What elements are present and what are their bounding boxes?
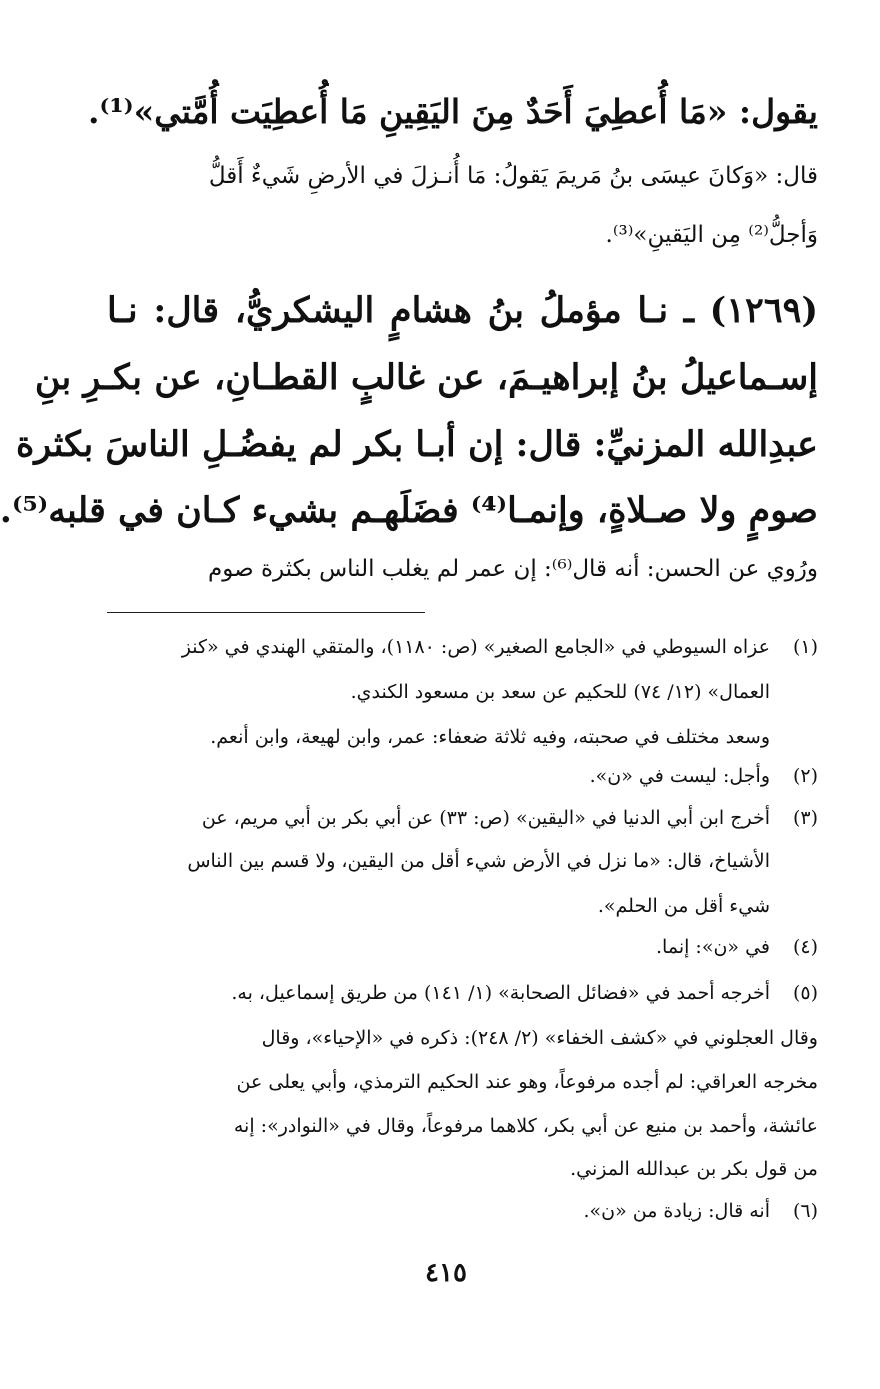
footnote-text: أخرج ابن أبي الدنيا في «اليقين» (ص: ٣٣) عن أبي بكر بن أبي مريم، عن (201, 807, 770, 829)
footnote-number: (٣) (792, 807, 818, 829)
footnote-3 (107, 807, 818, 829)
hadith-line: إسـماعيلُ بنُ إبراهيـمَ، عن غالبٍ القطـانِ، عن بكـرِ بنِ (34, 357, 818, 398)
footnote-text: أخرجه أحمد في «فضائل الصحابة» (١/ ١٤١) من طريق إسماعيل، به. (231, 982, 770, 1004)
footnote-text: وأجل: ليست في «ن». (589, 765, 770, 787)
footnote-text: وسعد مختلف في صحبته، وفيه ثلاثة ضعفاء: عمر، وابن لهيعة، وابن أنعم. (210, 726, 770, 748)
text-line: وَأجلُّ⁽²⁾ مِن اليَقينِ»⁽³⁾. (605, 222, 818, 248)
footnote-separator (107, 612, 425, 613)
page-number: ٤١٥ (425, 1258, 467, 1288)
footnote-text: الأشياخ، قال: «ما نزل في الأرض شيء أقل من اليقين، ولا قسم بين الناس (187, 850, 770, 872)
hadith-line: عبدِالله المزنيِّ: قال: إن أبـا بكر لم يفضُـلِ الناسَ بكثرة (15, 424, 818, 465)
footnote-number: (٤) (792, 936, 818, 958)
footnote-4 (107, 936, 818, 958)
footnote-text: من قول بكر بن عبدالله المزني. (570, 1158, 818, 1180)
footnote-text: عائشة، وأحمد بن منيع عن أبي بكر، كلاهما مرفوعاً، وقال في «النوادر»: إنه (233, 1115, 818, 1137)
text-line: يقول: «مَا أُعطِيَ أَحَدٌ مِنَ اليَقِينِ مَا أُعطِيَت أُمَّتي»⁽¹⁾. (87, 92, 818, 131)
footnote-1 (107, 636, 818, 658)
footnote-text: العمال» (١٢/ ٧٤) للحكيم عن سعد بن مسعود الكندي. (350, 681, 770, 703)
footnote-number: (٥) (792, 982, 818, 1004)
footnote-text: في «ن»: إنما. (656, 936, 770, 958)
footnote-2 (107, 765, 818, 787)
footnote-text: مخرجه العراقي: لم أجده مرفوعاً، وهو عند الحكيم الترمذي، وأبي يعلى عن (236, 1071, 818, 1093)
footnote-text: عزاه السيوطي في «الجامع الصغير» (ص: ١١٨٠)، والمتقي الهندي في «كنز (181, 636, 770, 658)
hadith-line: صومٍ ولا صـلاةٍ، وإنمـا⁽⁴⁾ فضَلَهـم بشيء كـان في قلبه⁽⁵⁾. (0, 490, 818, 531)
text-line: ورُوي عن الحسن: أنه قال⁽⁶⁾: إن عمر لم يغلب الناس بكثرة صوم (208, 556, 818, 582)
footnote-number: (٢) (792, 765, 818, 787)
hadith-line: (١٢٦٩) ـ نـا مؤملُ بنُ هشامٍ اليشكريُّ، قال: نـا (107, 290, 818, 331)
footnote-text: شيء أقل من الحلم». (597, 895, 770, 917)
footnote-number: (٦) (792, 1200, 818, 1222)
text-line: قال: «وَكانَ عيسَى بنُ مَريمَ يَقولُ: مَا أُنـزلَ في الأرضِ شَيءٌ أَقلُّ (208, 163, 818, 189)
footnote-text: أنه قال: زيادة من «ن». (583, 1200, 770, 1222)
footnote-text: وقال العجلوني في «كشف الخفاء» (٢/ ٢٤٨): ذكره في «الإحياء»، وقال (261, 1027, 818, 1049)
footnote-number: (١) (792, 636, 818, 658)
footnote-5 (107, 982, 818, 1004)
footnote-6 (107, 1200, 818, 1222)
